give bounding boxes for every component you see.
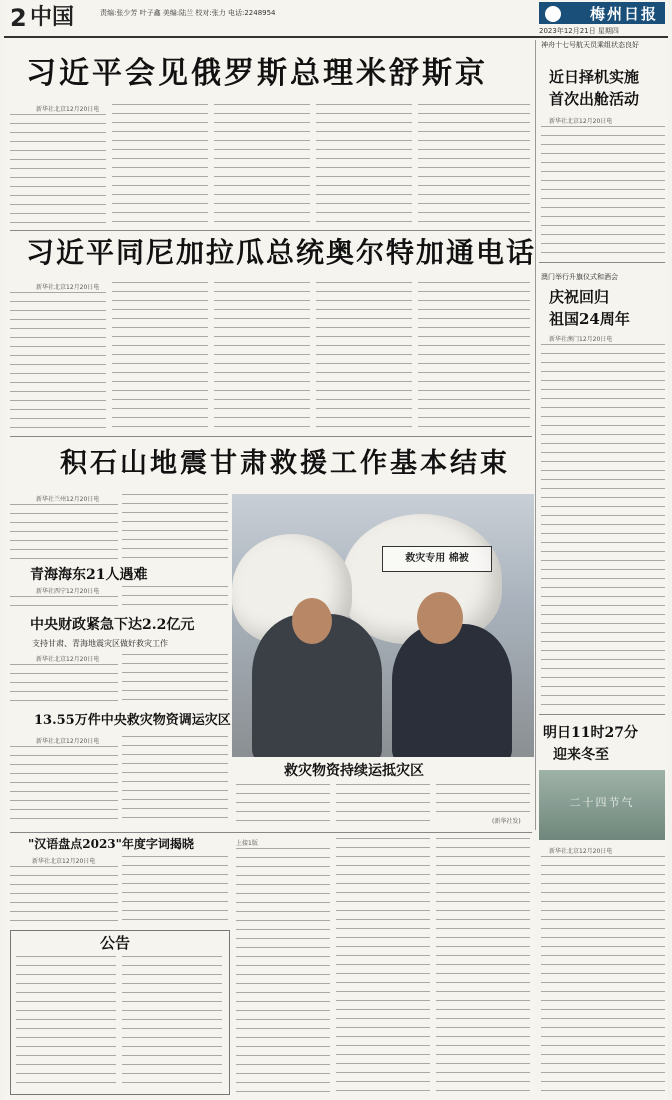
shenzhou-body [541,126,665,256]
masthead [539,2,665,24]
supplies-dateline: 新华社北京12月20日电 [36,738,100,745]
nicaragua-headline: 习近平同尼加拉瓜总统奥尔特加通电话 [26,236,537,269]
putin-body-col3 [214,104,310,224]
issue-date: 2023年12月21日 星期四 [539,27,619,35]
supplies-headline: 13.55万件中央救灾物资调运灾区 [34,713,231,728]
gansu-body-col1 [10,504,118,562]
putin-body-col5 [418,104,530,224]
macao-dateline: 新华社澳门12月20日电 [549,336,613,343]
nicaragua-body-col1 [10,292,106,430]
nicaragua-body-col5 [418,282,530,430]
macao-kicker: 澳门举行升旗仪式和酒会 [541,273,618,281]
newspaper-page [4,0,668,1100]
putin-headline: 习近平会见俄罗斯总理米舒斯京 [26,56,488,91]
newspaper-logo-icon [545,6,561,22]
funds-body-col2 [122,654,228,708]
sidebar-divider [539,262,665,263]
gansu-body-col2 [122,494,228,562]
shenzhou-dateline: 新华社北京12月20日电 [549,118,613,125]
nicaragua-body-col2 [112,282,208,430]
qinghai-body-col1 [10,596,118,612]
supplies-body-col2 [122,736,228,826]
shenzhou-headline-line1: 近日择机实施 [549,68,640,86]
editor-credits: 责编:张少芳 叶子鑫 美编:陆兰 校对:张力 电话:2248954 [100,9,276,17]
qinghai-dateline: 新华社西宁12月20日电 [36,588,100,595]
qinghai-headline: 青海海东21人遇难 [30,567,148,583]
section-title: 中国 [30,5,75,30]
funds-subhead: 支持甘肃、青海地震灾区做好救灾工作 [32,639,168,648]
notice-box [10,930,230,1100]
hanyu-body-col2 [122,856,228,922]
funds-body-col1 [10,664,118,708]
notice-body-col1 [16,956,116,1090]
dongzhi-dateline: 新华社北京12月20日电 [549,848,613,855]
shenzhou-kicker: 神舟十七号航天员乘组状态良好 [541,41,639,49]
supplies-body-col1 [10,746,118,826]
worker-face-image [292,598,332,644]
photo-caption-col2 [336,784,430,828]
continued-dateline: 上接1版 [236,840,258,847]
putin-body-col1 [10,114,106,224]
photo-credit: (新华社发) [492,818,521,825]
hanyu-body-col1 [10,866,118,922]
section-divider [10,436,532,437]
section-divider [10,230,532,231]
relief-photo [232,494,534,757]
continued-body-col2 [336,838,430,1094]
section-divider [10,832,532,833]
nicaragua-body-col4 [316,282,412,430]
gansu-headline: 积石山地震甘肃救援工作基本结束 [60,448,510,479]
qinghai-body-col2 [122,586,228,612]
worker-face-image [417,592,463,644]
macao-headline-line2: 祖国24周年 [549,310,630,328]
worker-figure-image [392,624,512,757]
nicaragua-body-col3 [214,282,310,430]
gansu-dateline: 新华社兰州12月20日电 [36,496,100,503]
sidebar-divider [539,714,665,715]
header-rule [4,36,668,38]
notice-body-col2 [122,956,222,1090]
hanyu-headline: "汉语盘点2023"年度字词揭晓 [28,837,194,851]
macao-body [541,344,665,708]
dongzhi-headline-line1: 明日11时27分 [543,725,638,741]
photo-caption-col3 [436,784,530,816]
funds-dateline: 新华社北京12月20日电 [36,656,100,663]
masthead-title: 梅州日报 [589,5,658,23]
column-divider [535,40,536,830]
continued-body-col1 [236,848,330,1094]
dongzhi-photo [539,770,665,840]
putin-body-col2 [112,104,208,224]
continued-body-col3 [436,838,530,1094]
page-header [4,0,668,36]
photo-story-headline: 救灾物资持续运抵灾区 [284,763,424,779]
hanyu-dateline: 新华社北京12月20日电 [32,858,96,865]
dongzhi-photo-caption: 二十四节气 [569,796,635,809]
macao-headline-line1: 庆祝回归 [549,288,610,306]
funds-headline: 中央财政紧急下达2.2亿元 [30,617,195,633]
page-number: 2 [10,4,27,32]
notice-title: 公告 [100,934,131,952]
shenzhou-headline-line2: 首次出舱活动 [549,90,640,108]
photo-caption-col1 [236,784,330,828]
sack-label: 救灾专用 棉被 [382,546,492,572]
putin-dateline: 新华社北京12月20日电 [36,106,100,113]
dongzhi-body [541,856,665,1094]
putin-body-col4 [316,104,412,224]
nicaragua-dateline: 新华社北京12月20日电 [36,284,100,291]
dongzhi-headline-line2: 迎来冬至 [553,747,609,763]
